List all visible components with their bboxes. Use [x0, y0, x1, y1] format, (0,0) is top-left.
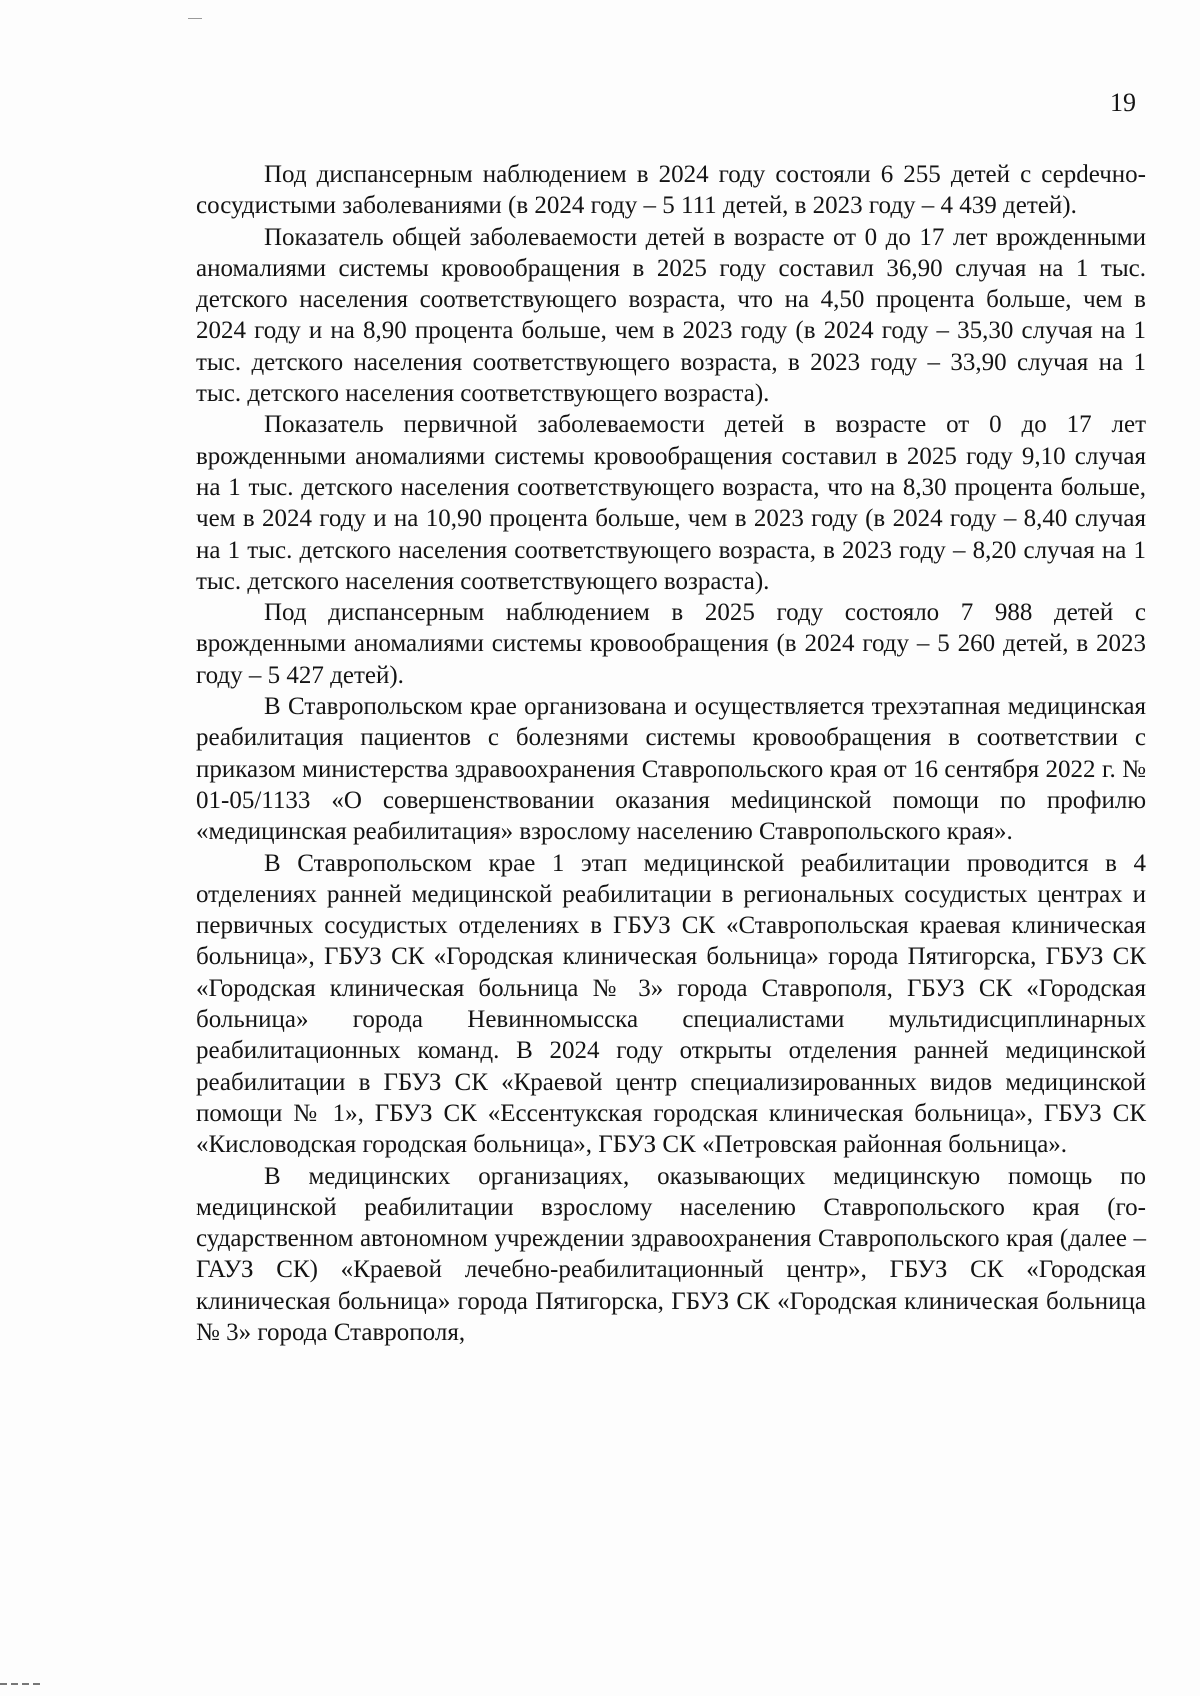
paragraph-primary-morbidity: Показатель первичной заболеваемости детей в возрасте от 0 до 17 лет врожденными аномалиями системы кровообращения составил в 2025 году 9,10 случая на 1 тыс. детского населения соответствующего возраста, что на 8,30 процента больше, чем в 2024 году и на 10,90 процента больше, чем в 2023 году (в 2024 году – 8,40 случая на 1 тыс. детского населения соответствующего возраста, в 2023 году – 8,20 случая на 1 тыс. детского населения соответствующего возраста). — [196, 411, 1146, 595]
scan-artifact-bottom — [0, 1683, 44, 1685]
page-number: 19 — [1110, 88, 1136, 117]
scan-artifact-top — [188, 18, 202, 19]
paragraph-general-morbidity: Показатель общей заболеваемости детей в возрасте от 0 до 17 лет врожденными аномалиями системы кровообращения в 2025 году составил 36,90 случая на 1 тыс. детского населения соответствующего возраста, что на 4,50 процента больше, чем в 2024 году и на 8,90 процента больше, чем в 2023 году (в 2024 году – 35,30 случая на 1 тыс. детского населения соответствующего возраста, в 2023 году – 33,90 случая на 1 тыс. детского населения соответствующего возраста). — [196, 223, 1146, 408]
paragraph-dispensary-congenital: Под диспансерным наблюдением в 2025 году состояло 7 988 детей с врожденными аномалиями системы кровообращения (в 2024 году – 5 260 детей, в 2023 году – 5 427 детей). — [196, 599, 1146, 689]
paragraph-dispensary-cardiovascular: Под диспансерным наблюдением в 2024 году состояли 6 255 детей с серdечно-сосудистыми заболеваниями (в 2024 году – 5 111 детей, в 2023 году – 4 439 детей). — [196, 161, 1146, 220]
paragraph-rehabilitation-stage-1: В Ставропольском крае 1 этап медицинской реабилитации проводится в 4 отделениях ранней медицинской реабилитации в региональных сосудистых центрах и первичных сосудистых отделениях в ГБУЗ СК «Ставропольская краевая клиническая больница», ГБУЗ СК «Городская клиническая больница» города Пятигорска, ГБУЗ СК «Городская клиническая больница № 3» города Ставрополя, ГБУЗ СК «Городская больница» города Невинномысска специалистами мультидисциплинарных реабилитационных команд. В 2024 году открыты отделения ранней медицинской реабилитации в ГБУЗ СК «Краевой центр специализированных видов медицинской помощи № 1», ГБУЗ СК «Ессентукская городская клиническая больница», ГБУЗ СК «Кисловодская городская больница», ГБУЗ СК «Петровская районная больница». — [196, 849, 1146, 1159]
paragraph-rehabilitation-order: В Ставропольском крае организована и осуществляется трехэтапная медицинская реабилитация пациентов с болезнями системы кровообращения в соответствии с приказом министерства здравоохранения Ставропольского края от 16 сентября 2022 г. № 01-05/1133 «О совершенствовании оказания меdицинской помощи по профилю «медицинская реабилитация» взрослому населению Ставропольского края». — [196, 693, 1146, 846]
document-body — [196, 159, 1146, 1348]
paragraph-rehabilitation-organizations: В медицинских организациях, оказывающих медицинскую помощь по медицинской реабилитации взрослому населению Ставропольского края (государственном автономном учреждении здравоохранения Ставропольского края (далее – ГАУЗ СК) «Краевой лечебно-реабилитационный центр», ГБУЗ СК «Городская клиническая больница» города Пятигорска, ГБУЗ СК «Городская клиническая больница № 3» города Ставрополя, — [196, 1162, 1146, 1346]
